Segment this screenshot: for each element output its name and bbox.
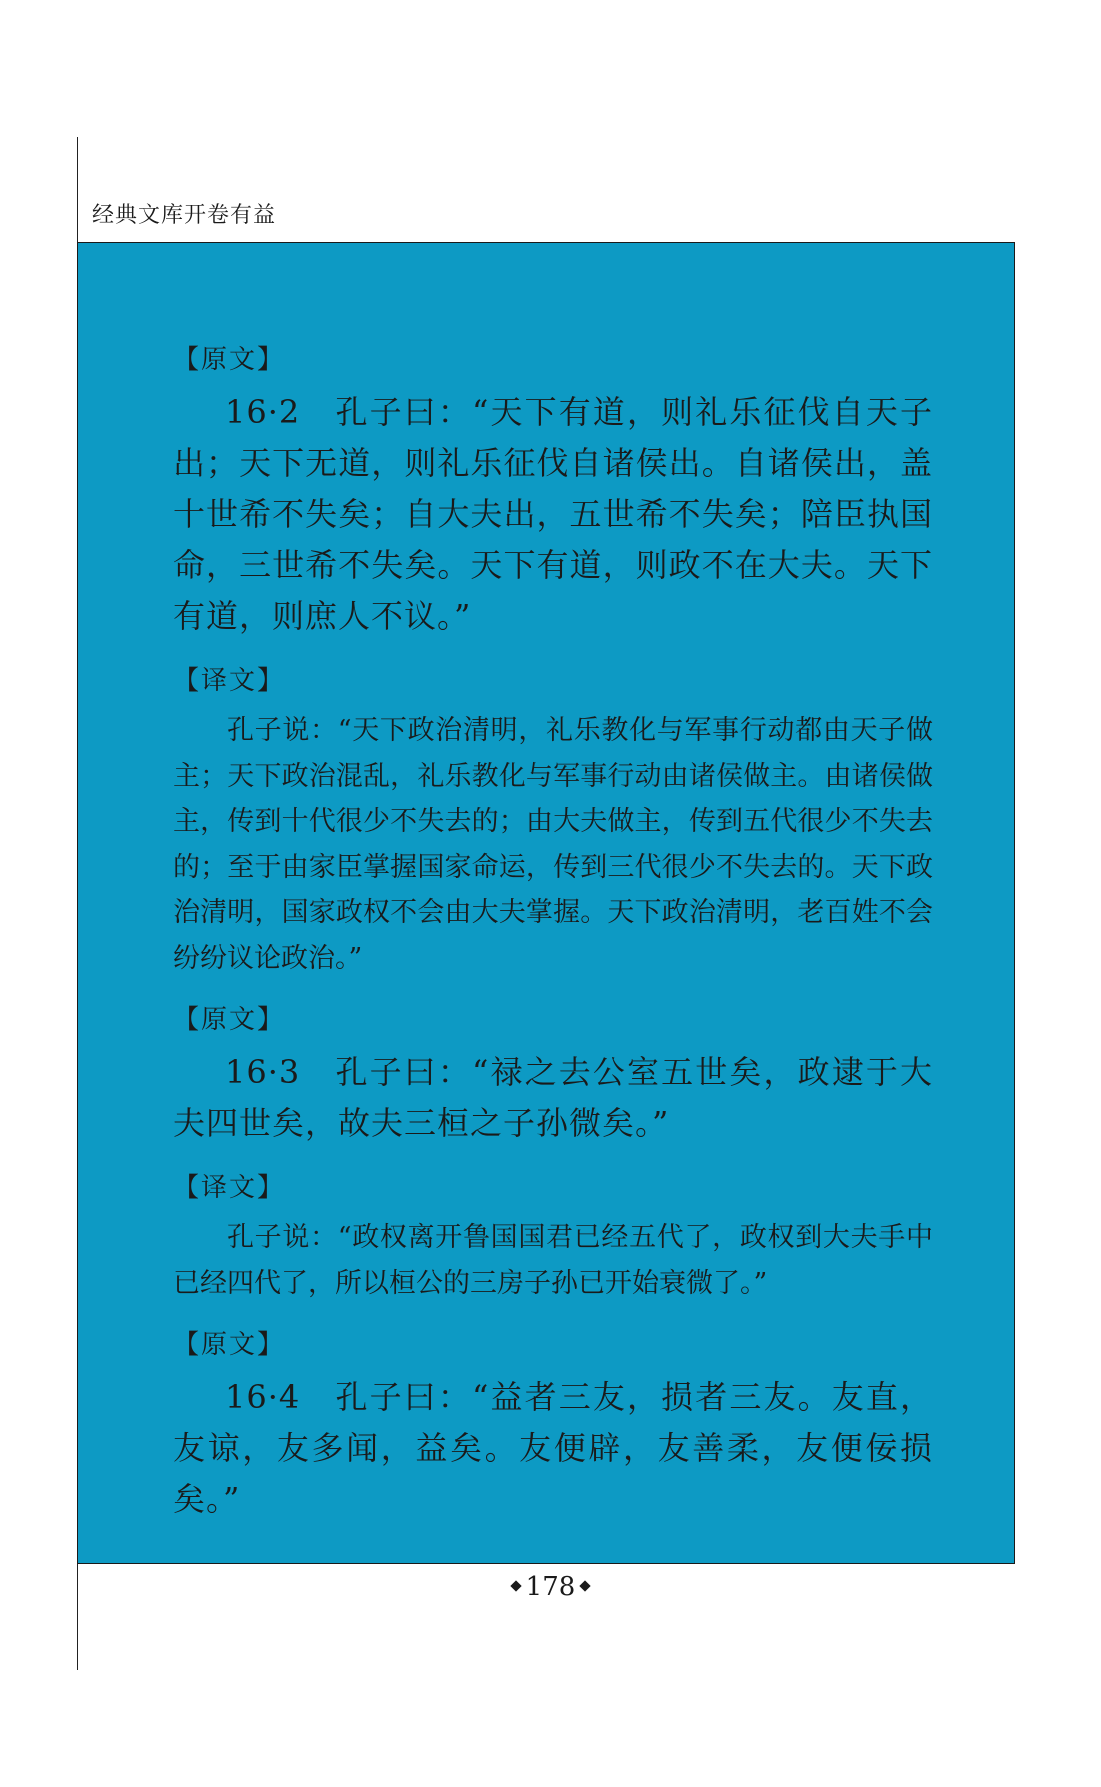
page-number-value: 178	[525, 1572, 576, 1602]
translation-text-16-3: 孔子说：“政权离开鲁国国君已经五代了，政权到大夫手中已经四代了，所以桓公的三房子孙已开始衰微了。”	[173, 1222, 933, 1299]
diamond-ornament-icon	[580, 1580, 591, 1591]
text-column	[173, 343, 933, 1525]
original-text-16-4: 16·4 孔子曰：“益者三友，损者三友。友直，友谅，友多闻，益矣。友便辟，友善柔，友便佞损矣。”	[173, 1378, 933, 1518]
running-head: 经典文库开卷有益	[92, 203, 277, 228]
original-text-16-2: 16·2 孔子曰：“天下有道，则礼乐征伐自天子出；天下无道，则礼乐征伐自诸侯出。自诸侯出，盖十世希不失矣；自大夫出，五世希不失矣；陪臣执国命，三世希不失矣。天下有道，则政不在大夫。天下有道，则庶人不议。”	[173, 393, 933, 635]
diamond-ornament-icon	[510, 1580, 521, 1591]
section-heading-translation: 【译文】	[173, 666, 286, 696]
section-heading-translation: 【译文】	[173, 1173, 286, 1203]
content-panel	[77, 242, 1015, 1564]
translation-text-16-2: 孔子说：“天下政治清明，礼乐教化与军事行动都由天子做主；天下政治混乱，礼乐教化与军事行动由诸侯做主。由诸侯做主，传到十代很少不失去的；由大夫做主，传到五代很少不失去的；至于由家臣掌握国家命运，传到三代很少不失去的。天下政治清明，国家政权不会由大夫掌握。天下政治清明，老百姓不会纷纷议论政治。”	[173, 715, 933, 974]
section-heading-original: 【原文】	[173, 1005, 286, 1035]
section-heading-original: 【原文】	[173, 1330, 286, 1360]
original-text-16-3: 16·3 孔子曰：“禄之去公室五世矣，政逮于大夫四世矣，故夫三桓之子孙微矣。”	[173, 1053, 933, 1142]
section-heading-original: 【原文】	[173, 345, 286, 375]
page-number	[0, 1572, 1101, 1602]
